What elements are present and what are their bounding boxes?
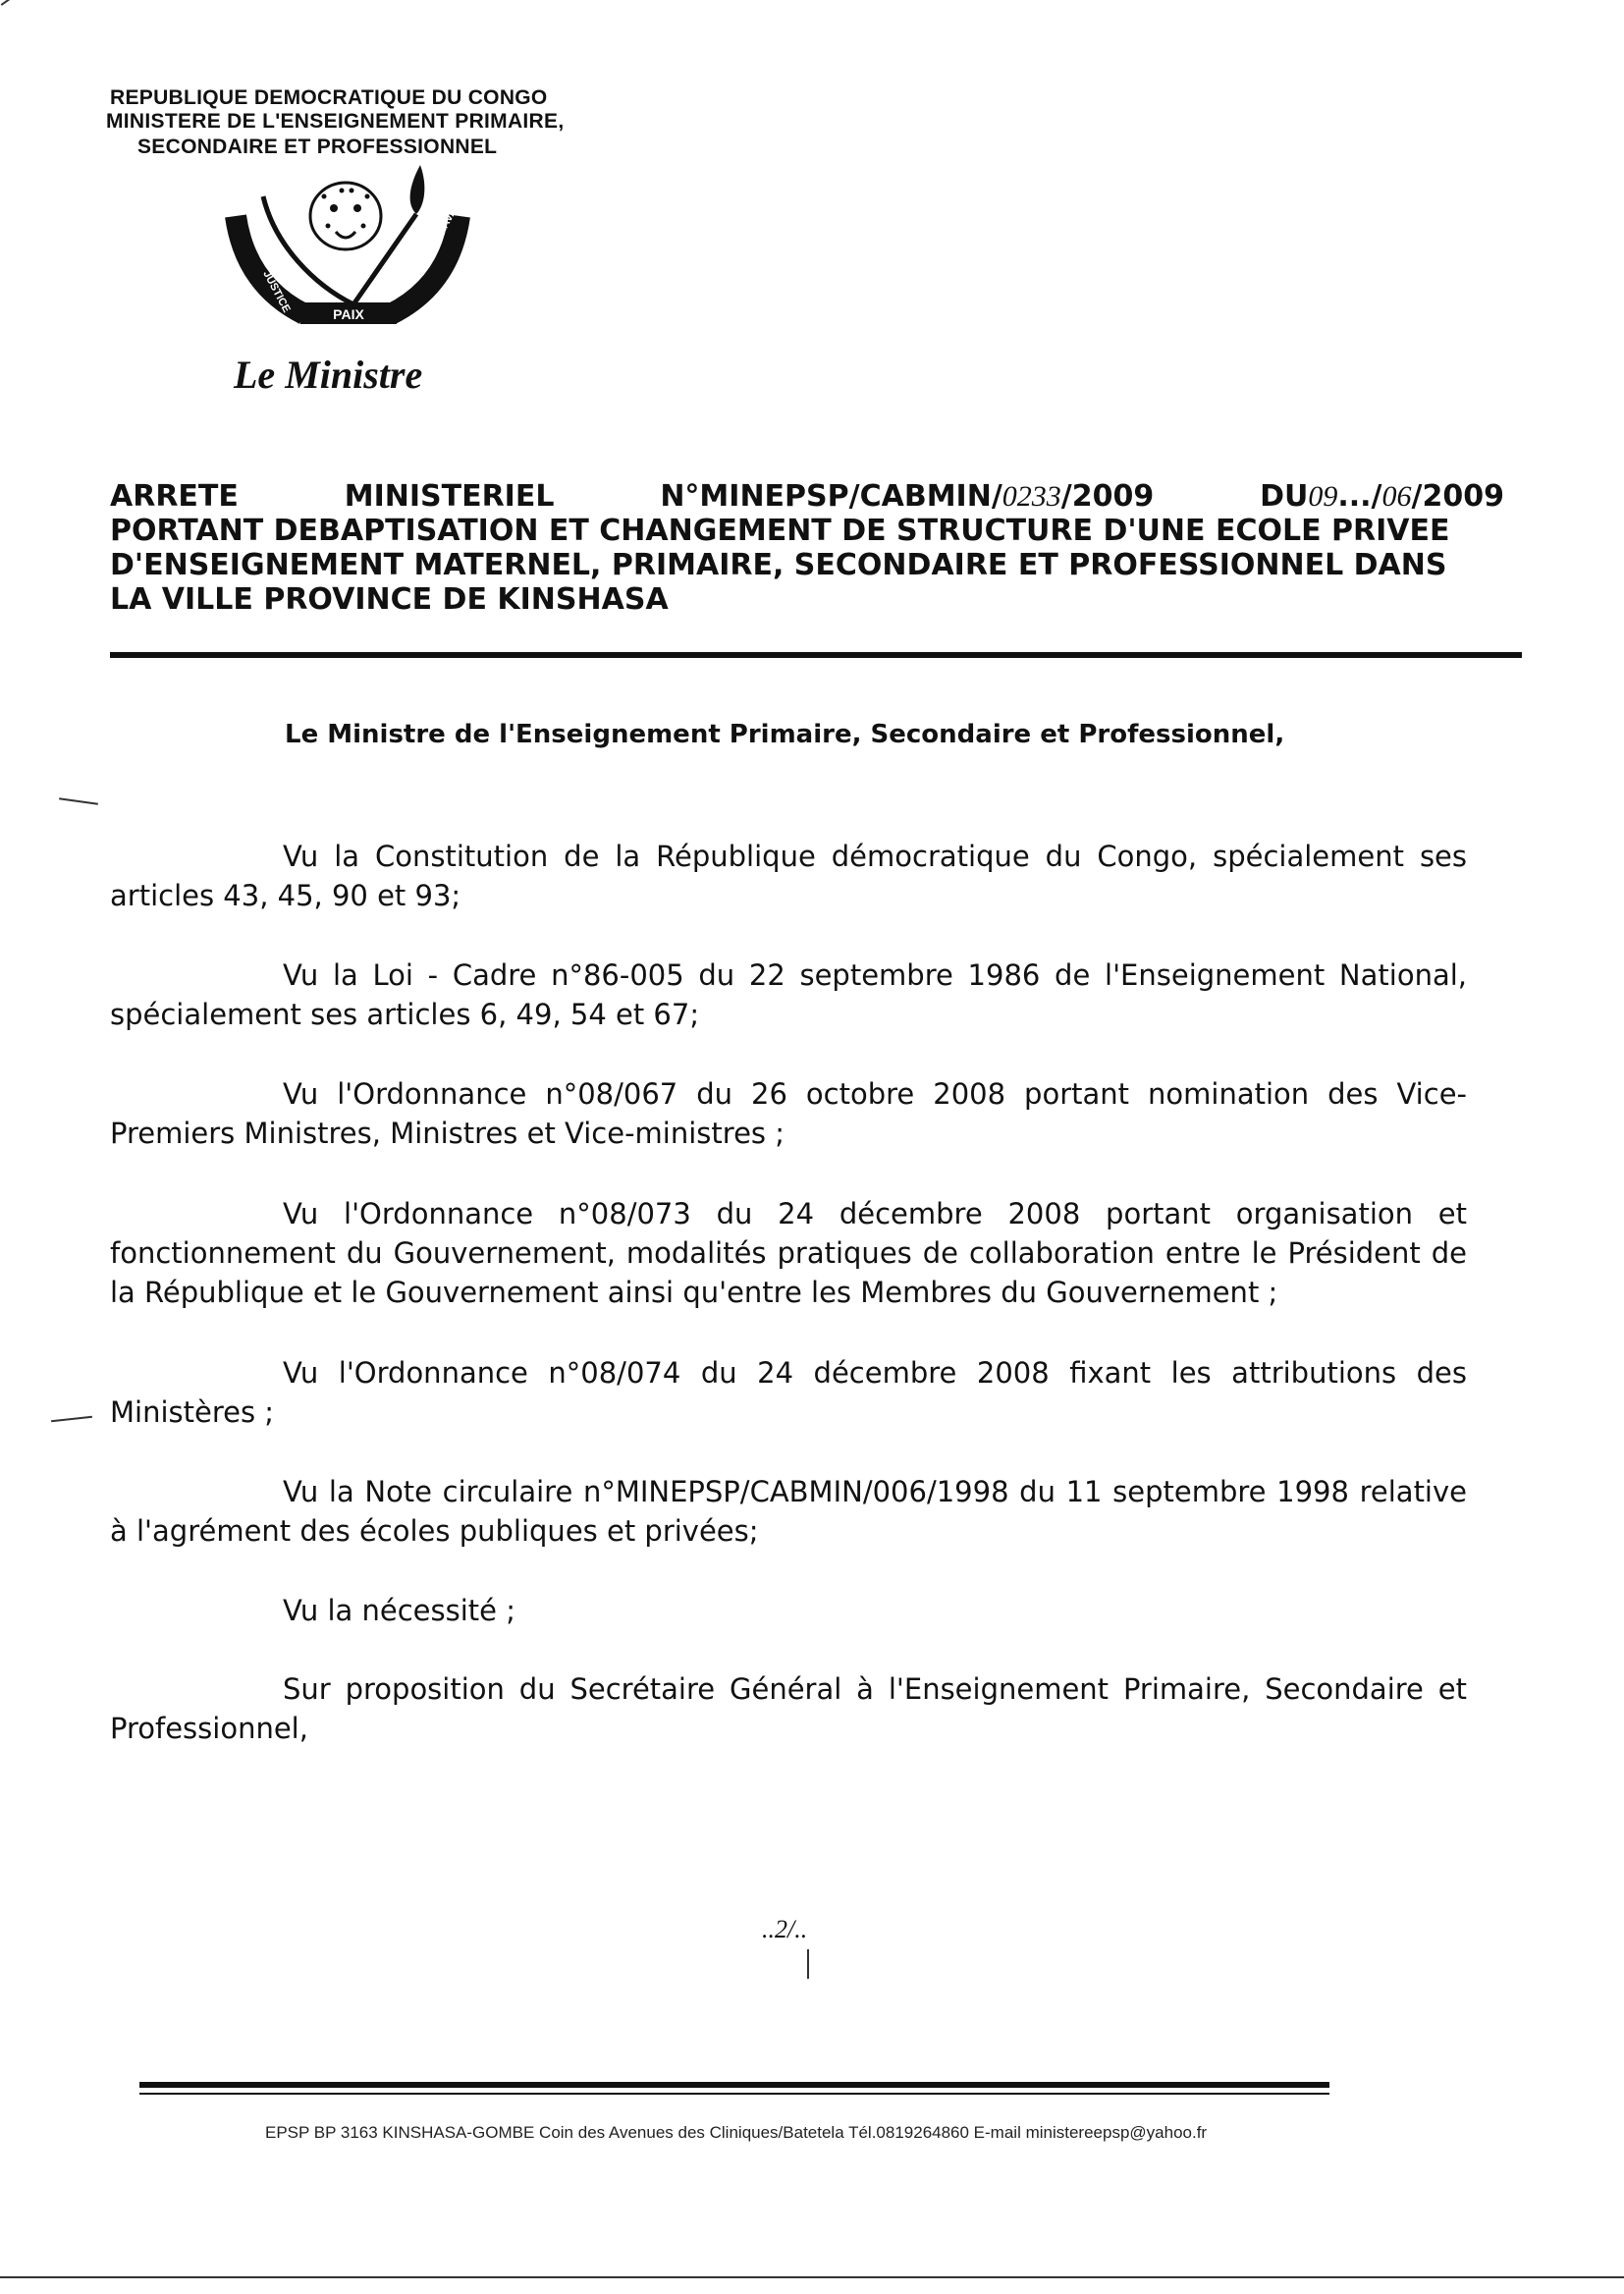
footer-contact: EPSP BP 3163 KINSHASA-GOMBE Coin des Avenues des Cliniques/Batetela Tél.0819264860 E-mail ministereepsp@yahoo.fr (265, 2123, 1208, 2142)
scan-artifact (1, 0, 14, 6)
emblem-banner-right: TRAVAIL (432, 197, 464, 244)
paragraph-text: Vu la Loi - Cadre n°86-005 du 22 septembre 1986 de l'Enseignement National, spécialement ses articles 6, 49, 54 et 67; (110, 958, 1467, 1031)
paragraph-constitution (110, 837, 1467, 915)
footer-divider (139, 2082, 1329, 2088)
header-ministry-cont: SECONDAIRE ET PROFESSIONNEL (137, 136, 498, 158)
coat-of-arms-icon (206, 157, 491, 334)
paragraph-text: Vu l'Ordonnance n°08/073 du 24 décembre 2008 portant organisation et fonctionnement du Gouvernement, modalités pratiques de collaboration entre le Président de la République et le Gouvernement ainsi qu'entre les Membres du Gouvernement ; (110, 1197, 1467, 1309)
decree-title-line4: LA VILLE PROVINCE DE KINSHASA (110, 582, 669, 617)
decree-title-row1 (110, 479, 1504, 514)
paragraph-text: Vu la Note circulaire n°MINEPSP/CABMIN/006/1998 du 11 septembre 1998 relative à l'agrément des écoles publiques et privées; (110, 1475, 1467, 1548)
paragraph-note-circulaire (110, 1472, 1467, 1551)
paragraph-ordonnance-074 (110, 1353, 1467, 1432)
paragraph-text: Vu l'Ordonnance n°08/067 du 26 octobre 2008 portant nomination des Vice-Premiers Ministres, Ministres et Vice-ministres ; (110, 1077, 1467, 1150)
handwritten-month: 06 (1381, 480, 1412, 513)
header-ministry: MINISTERE DE L'ENSEIGNEMENT PRIMAIRE, (106, 110, 565, 133)
coat-of-arms-emblem (206, 157, 491, 334)
date-year: /2009 (1411, 479, 1504, 514)
date-prefix: DU (1260, 479, 1309, 514)
title-divider (110, 652, 1522, 658)
handwritten-day: 09 (1308, 480, 1338, 513)
decree-title-line2: PORTANT DEBAPTISATION ET CHANGEMENT DE STRUCTURE D'UNE ECOLE PRIVEE (110, 514, 1450, 548)
footer-divider-thin (139, 2093, 1329, 2095)
signature-title: Le Ministre (234, 353, 423, 397)
paragraph-ordonnance-067 (110, 1074, 1467, 1153)
reference-year: /2009 (1060, 479, 1155, 514)
paragraph-text: Sur proposition du Secrétaire Général à l'Enseignement Primaire, Secondaire et Professionnel, (110, 1672, 1467, 1745)
title-word-arrete: ARRETE (110, 479, 239, 514)
page-bottom-edge (0, 2276, 1624, 2278)
paragraph-ordonnance-073 (110, 1194, 1467, 1312)
decree-reference (660, 479, 1154, 514)
date-separator: .../ (1337, 479, 1382, 514)
paragraph-text: Vu l'Ordonnance n°08/074 du 24 décembre 2008 fixant les attributions des Ministères ; (110, 1356, 1467, 1429)
minister-preamble: Le Ministre de l'Enseignement Primaire, Secondaire et Professionnel, (285, 720, 1285, 749)
emblem-banner-left: JUSTICE (260, 268, 293, 315)
scan-artifact (59, 797, 98, 805)
paragraph-loi-cadre (110, 956, 1467, 1034)
page-continuation-mark: ..2/.. (762, 1915, 808, 1943)
decree-title-line3: D'ENSEIGNEMENT MATERNEL, PRIMAIRE, SECONDAIRE ET PROFESSIONNEL DANS (110, 548, 1447, 582)
paragraph-proposition (110, 1669, 1467, 1748)
title-word-ministeriel: MINISTERIEL (344, 479, 555, 514)
paragraph-text: Vu la Constitution de la République démocratique du Congo, spécialement ses articles 43, 45, 90 et 93; (110, 840, 1467, 912)
continuation-stroke (807, 1949, 809, 1979)
paragraph-text: Vu la nécessité ; (283, 1594, 515, 1627)
emblem-banner-center: PAIX (333, 306, 364, 322)
decree-title (110, 479, 1504, 617)
paragraph-necessite (110, 1591, 1467, 1630)
decree-date (1260, 479, 1504, 514)
header-country: REPUBLIQUE DEMOCRATIQUE DU CONGO (110, 86, 548, 109)
reference-prefix: N°MINEPSP/CABMIN/ (660, 479, 1002, 514)
scan-artifact (51, 1416, 92, 1422)
handwritten-reference-number: 0233 (1001, 480, 1061, 513)
